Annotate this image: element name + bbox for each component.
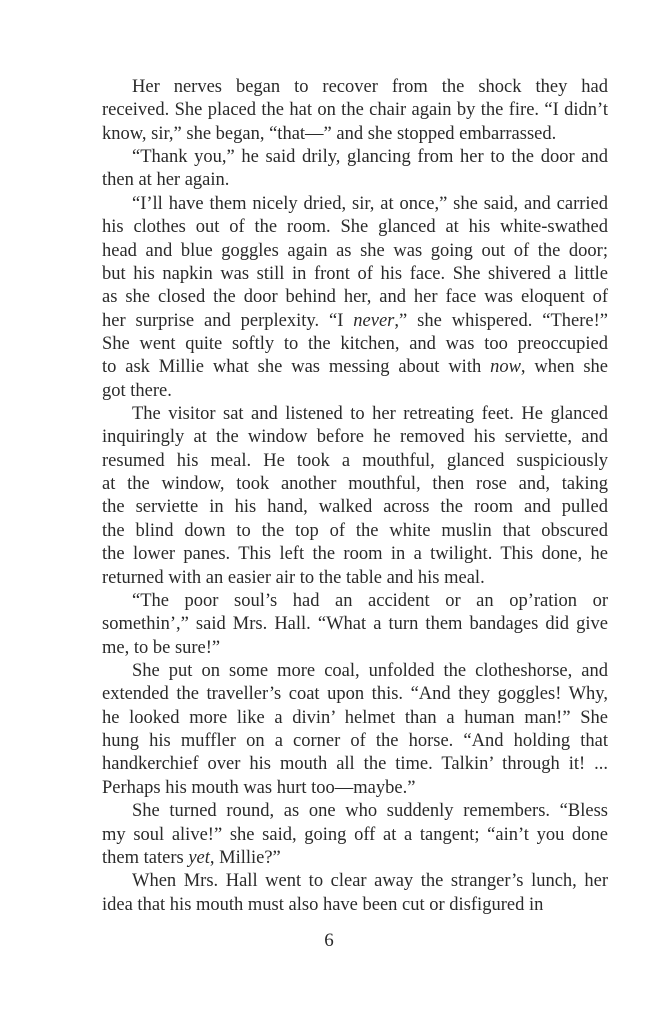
text-line: to ask Millie what she was messing about with now, when she — [102, 357, 609, 378]
page-number: 6 — [324, 930, 334, 951]
text-line: extended the traveller’s coat upon this. “And they goggles! Why, — [102, 684, 608, 705]
text-line: received. She placed the hat on the chair again by the fire. “I didn’t — [102, 100, 608, 121]
text-line: “I’ll have them nicely dried, sir, at once,” she said, and carried — [132, 193, 608, 214]
text-line: Perhaps his mouth was hurt too—maybe.” — [102, 777, 416, 798]
paragraph — [102, 660, 608, 800]
text-line: his clothes out of the room. She glanced at his white-swathed — [102, 217, 608, 238]
text-line: my soul alive!” she said, going off at a tangent; “ain’t you done — [102, 824, 608, 845]
paragraph — [102, 146, 608, 193]
paragraph — [102, 870, 608, 917]
paragraph — [102, 76, 608, 146]
text-line: he looked more like a divin’ helmet than a human man!” She — [102, 707, 608, 728]
paragraph — [102, 193, 608, 403]
text-line: got there. — [102, 380, 172, 401]
text-line: handkerchief over his mouth all the time. Talkin’ through it! ... — [102, 754, 608, 775]
text-line: her surprise and perplexity. “I never,” she whispered. “There!” — [102, 310, 609, 331]
text-line: the lower panes. This left the room in a twilight. This done, he — [102, 544, 608, 565]
paragraph — [102, 590, 608, 660]
text-line: then at her again. — [102, 170, 230, 191]
text-line: returned with an easier air to the table and his meal. — [102, 567, 485, 588]
paragraph — [102, 403, 608, 590]
text-line: at the window, took another mouthful, then rose and, taking — [102, 474, 608, 495]
text-line: somethin’,” said Mrs. Hall. “What a turn them bandages did give — [102, 614, 608, 635]
text-line: resumed his meal. He took a mouthful, glanced suspiciously — [102, 450, 608, 471]
text-line: “The poor soul’s had an accident or an op’ration or — [132, 590, 608, 611]
paragraph — [102, 800, 608, 870]
text-line: She turned round, as one who suddenly remembers. “Bless — [132, 801, 608, 822]
text-line: but his napkin was still in front of his face. She shivered a little — [102, 263, 608, 284]
text-line: She went quite softly to the kitchen, and was too preoccupied — [102, 333, 608, 354]
text-line: The visitor sat and listened to her retreating feet. He glanced — [132, 404, 608, 425]
text-line: head and blue goggles again as she was going out of the door; — [102, 240, 608, 261]
book-page-text — [102, 76, 608, 917]
text-line: Her nerves began to recover from the shock they had — [132, 77, 608, 97]
text-line: She put on some more coal, unfolded the clotheshorse, and — [132, 660, 608, 681]
text-line: hung his muffler on a corner of the horse. “And holding that — [102, 731, 608, 752]
text-line: as she closed the door behind her, and her face was eloquent of — [102, 287, 608, 308]
text-line: the blind down to the top of the white muslin that obscured — [102, 520, 608, 541]
text-line: When Mrs. Hall went to clear away the stranger’s lunch, her — [132, 871, 608, 892]
text-line: idea that his mouth must also have been cut or disfigured in — [102, 894, 544, 915]
text-line: the serviette in his hand, walked across the room and pulled — [102, 497, 608, 518]
text-line: “Thank you,” he said drily, glancing from her to the door and — [132, 147, 608, 168]
text-line: know, sir,” she began, “that—” and she stopped embarrassed. — [102, 123, 557, 144]
text-line: me, to be sure!” — [102, 637, 221, 658]
text-line: inquiringly at the window before he removed his serviette, and — [102, 427, 608, 448]
text-line: them taters yet, Millie?” — [102, 847, 281, 868]
